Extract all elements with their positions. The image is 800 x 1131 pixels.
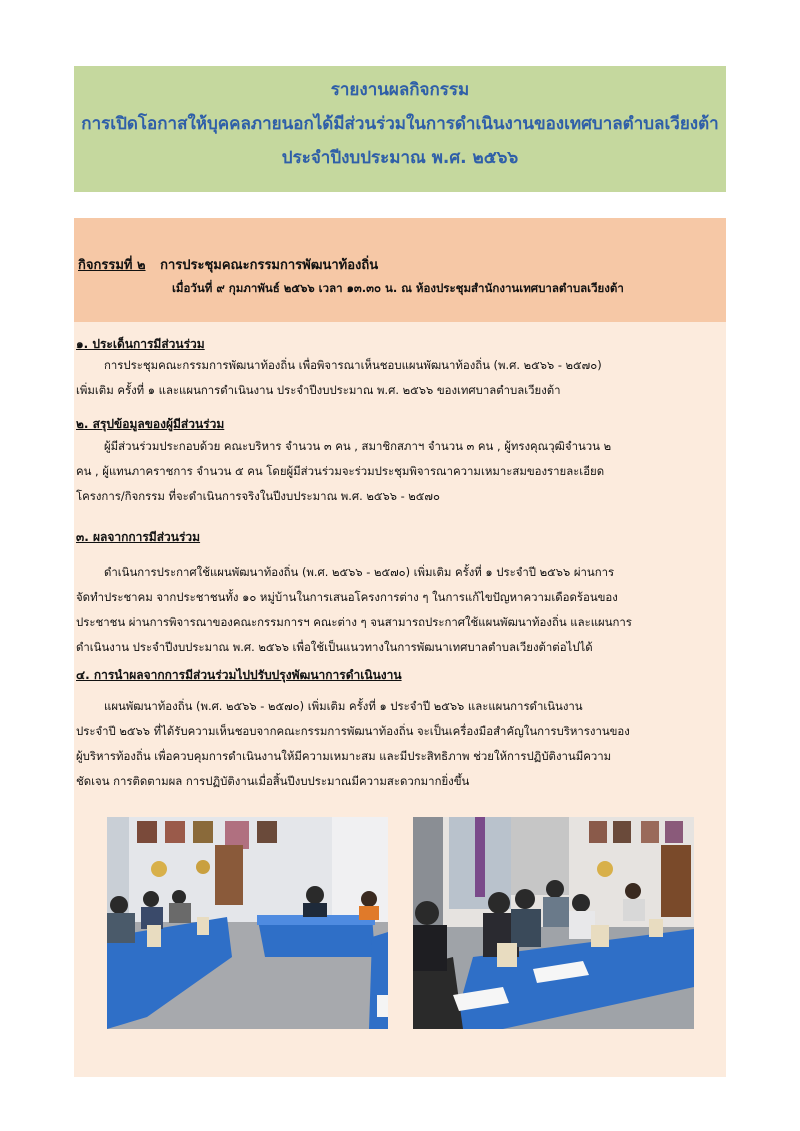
report-title: รายงานผลกิจกรรม xyxy=(330,80,470,100)
activity-name: การประชุมคณะกรรมการพัฒนาท้องถิ่น xyxy=(160,258,379,273)
section-4-text: แผนพัฒนาท้องถิ่น (พ.ศ. ๒๕๖๖ - ๒๕๗๐) เพิ่มเติม ครั้งที่ ๑ ประจำปี ๒๕๖๖ และแผนการดำเนินงาน ประจำปี ๒๕๖๖ ที่ได้รับความเห็นชอบจากคณะกรรมการพัฒนาท้องถิ่น จะเป็นเครื่องมือสำคัญในการบริหารงานของ ผู้บริหารท้องถิ่น เพื่อควบคุมการดำเนินงานให้มีความเหมาะสม และมีประสิทธิภาพ ช่วยให้การปฏิบัติงานมีความ ชัดเจน การติดตามผล การปฏิบัติงานเมื่อสิ้นปีงบประมาณมีความสะดวกมากยิ่งขึ้น xyxy=(76,699,630,788)
activity-date-line: เมื่อวันที่ ๙ กุมภาพันธ์ ๒๕๖๖ เวลา ๑๓.๓๐ น. ณ ห้องประชุมสำนักงานเทศบาลตำบลเวียงต้า xyxy=(172,281,624,295)
section-3-heading: ๓. ผลจากการมีส่วนร่วม xyxy=(76,530,201,544)
section-4-heading: ๔. การนำผลจากการมีส่วนร่วมไปปรับปรุงพัฒนาการดำเนินงาน xyxy=(76,668,402,682)
activity-label: กิจกรรมที่ ๒ xyxy=(78,258,146,273)
section-1-heading: ๑. ประเด็นการมีส่วนร่วม xyxy=(76,337,205,351)
fiscal-year-line: ประจำปีงบประมาณ พ.ศ. ๒๕๖๖ xyxy=(281,148,519,168)
section-2-heading: ๒. สรุปข้อมูลของผู้มีส่วนร่วม xyxy=(76,417,225,431)
section-2-text: ผู้มีส่วนร่วมประกอบด้วย คณะบริหาร จำนวน ๓ คน , สมาชิกสภาฯ จำนวน ๓ คน , ผู้ทรงคุณวุฒิจำนวน ๒ คน , ผู้แทนภาคราชการ จำนวน ๕ คน โดยผู้มีส่วนร่วมจะร่วมประชุมพิจารณาความเหมาะสมของรายละเอียด โครงการ/กิจกรรม ที่จะดำเนินการจริงในปีงบประมาณ พ.ศ. ๒๕๖๖ - ๒๕๗๐ xyxy=(76,439,612,503)
meeting-photo-left xyxy=(107,817,388,1029)
section-3-text: ดำเนินการประกาศใช้แผนพัฒนาท้องถิ่น (พ.ศ. ๒๕๖๖ - ๒๕๗๐) เพิ่มเติม ครั้งที่ ๑ ประจำปี ๒๕๖๖ ผ่านการ จัดทำประชาคม จากประชาชนทั้ง ๑๐ หมู่บ้านในการเสนอโครงการต่าง ๆ ในการแก้ไขปัญหาความเดือดร้อนของ ประชาชน ผ่านการพิจารณาของคณะกรรมการฯ คณะต่าง ๆ จนสามารถประกาศใช้แผนพัฒนาท้องถิ่น และแผนการ ดำเนินงาน ประจำปีงบประมาณ พ.ศ. ๒๕๖๖ เพื่อใช้เป็นแนวทางในการพัฒนาเทศบาลตำบลเวียงต้าต่อไปได้ xyxy=(76,565,632,654)
activity-header xyxy=(74,218,726,322)
meeting-photo-right xyxy=(413,817,694,1029)
report-title-box xyxy=(74,66,726,192)
section-1-text: การประชุมคณะกรรมการพัฒนาท้องถิ่น เพื่อพิจารณาเห็นชอบแผนพัฒนาท้องถิ่น (พ.ศ. ๒๕๖๖ - ๒๕๗๐) เพิ่มเติม ครั้งที่ ๑ และแผนการดำเนินงาน ประจำปีงบประมาณ พ.ศ. ๒๕๖๖ ของเทศบาลตำบลเวียงต้า xyxy=(76,358,602,397)
report-subtitle: การเปิดโอกาสให้บุคคลภายนอกได้มีส่วนร่วมในการดำเนินงานของเทศบาลตำบลเวียงต้า xyxy=(81,114,719,134)
report-body xyxy=(74,322,726,1077)
